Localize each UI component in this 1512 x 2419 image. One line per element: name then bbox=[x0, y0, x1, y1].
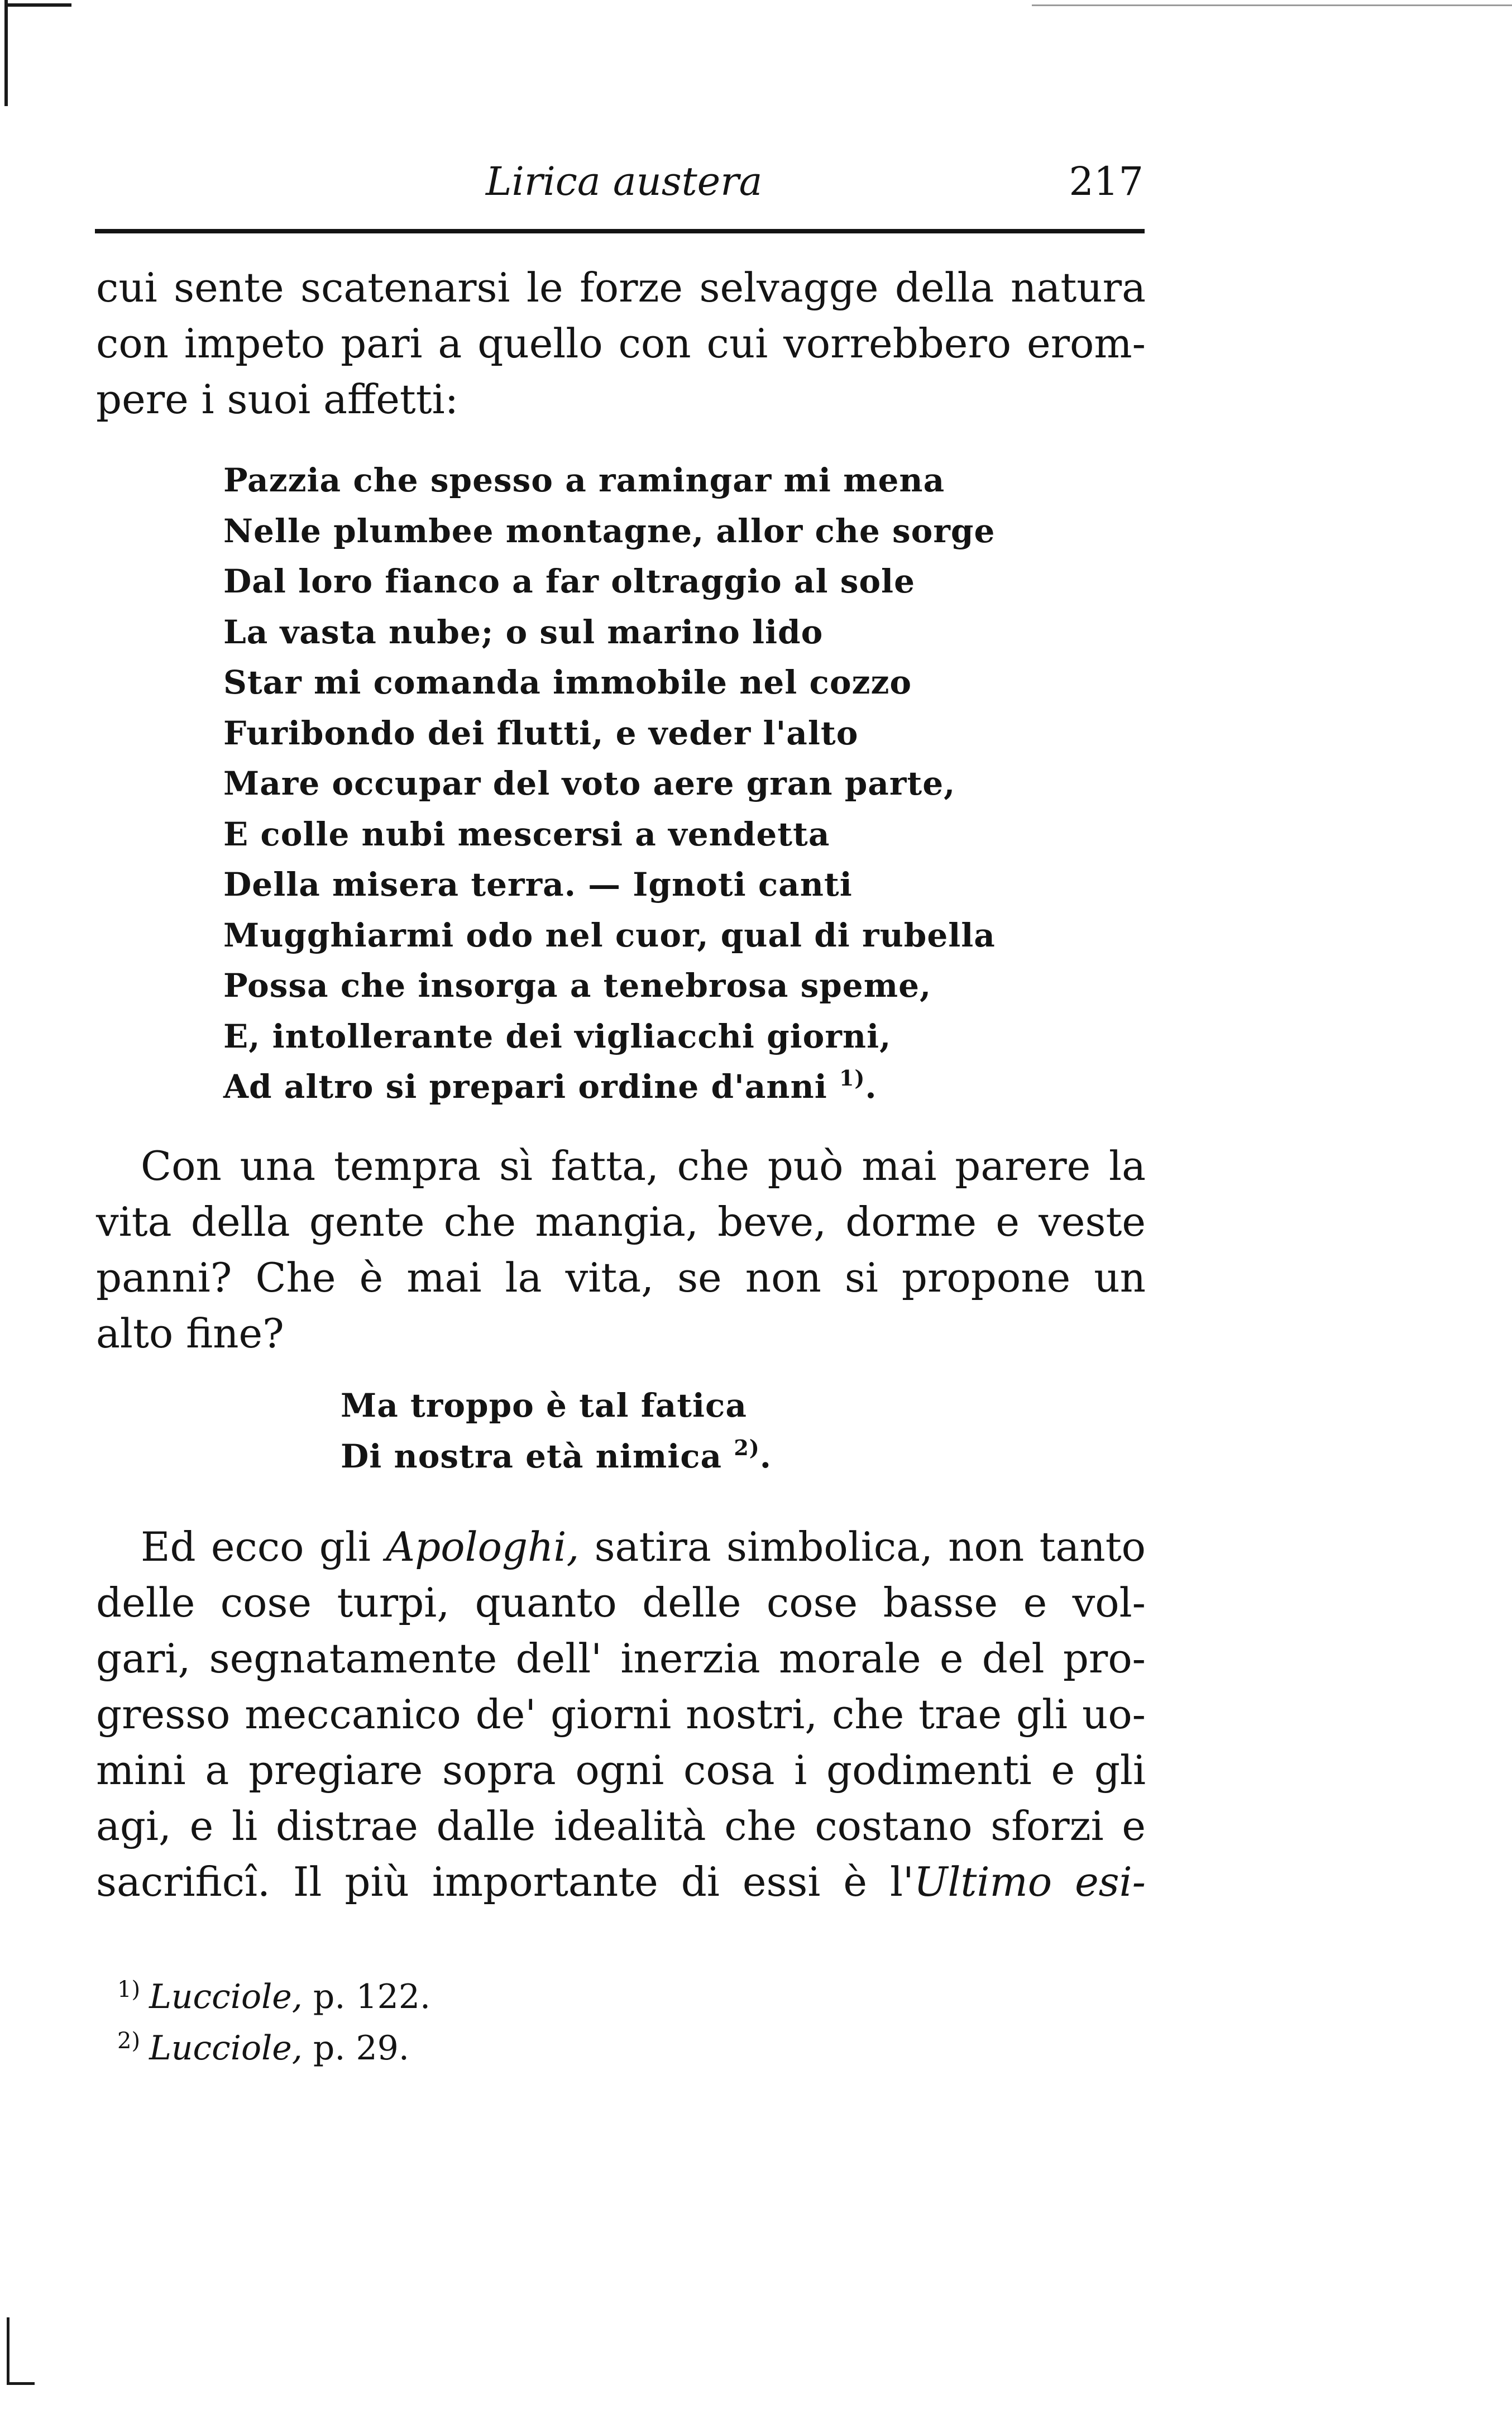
scan-edge-mark bbox=[1032, 4, 1512, 6]
verse-line-text: Di nostra età nimica bbox=[341, 1437, 722, 1475]
running-head bbox=[0, 151, 1512, 218]
verse-line: Nelle plumbee montagne, allor che sorge bbox=[223, 511, 996, 550]
text-line bbox=[96, 1519, 1146, 1575]
verse-line: Mare occupar del voto aere gran parte, bbox=[223, 764, 956, 802]
text-line: pere i suoi affetti: bbox=[96, 376, 458, 423]
verse-line: Furibondo dei flutti, e veder l'alto bbox=[223, 714, 859, 752]
text-line: con impeto pari a quello con cui vorrebbero erom- bbox=[96, 320, 1146, 367]
footnote-work: Lucciole, bbox=[149, 2029, 303, 2068]
text-line: panni? Che è mai la vita, se non si propone un bbox=[96, 1254, 1146, 1301]
verse-line-end: . bbox=[759, 1437, 772, 1475]
footnote bbox=[117, 2023, 430, 2074]
text-line: delle cose turpi, quanto delle cose basse e vol- bbox=[96, 1579, 1146, 1626]
text-line: gresso meccanico de' giorni nostri, che trae gli uo- bbox=[96, 1691, 1146, 1738]
verse-line bbox=[341, 1431, 772, 1482]
verse-line: La vasta nube; o sul marino lido bbox=[223, 613, 824, 651]
running-title: Lirica austera bbox=[486, 159, 763, 204]
text-line: agi, e li distrae dalle idealità che costano sforzi e bbox=[96, 1803, 1146, 1849]
scan-edge-mark bbox=[4, 3, 71, 7]
verse-line-end: . bbox=[865, 1068, 877, 1106]
verse-line: Ma troppo è tal fatica bbox=[341, 1387, 747, 1424]
scan-edge-mark bbox=[7, 2382, 35, 2385]
text-line: gari, segnatamente dell' inerzia morale e del pro- bbox=[96, 1635, 1146, 1682]
text-run: satira simbolica, non tanto bbox=[579, 1523, 1146, 1570]
footnote-ref: 1) bbox=[839, 1065, 865, 1091]
verse-line: Possa che insorga a tenebrosa speme, bbox=[223, 967, 932, 1005]
text-line bbox=[96, 1854, 1146, 1910]
verse-line: Pazzia che spesso a ramingar mi mena bbox=[223, 461, 945, 499]
verse-quote-1 bbox=[223, 455, 996, 1112]
paragraph-1 bbox=[96, 260, 1146, 427]
verse-line: E colle nubi mescersi a vendetta bbox=[223, 815, 830, 853]
page-number: 217 bbox=[1069, 159, 1143, 204]
text-line: vita della gente che mangia, beve, dorme e veste bbox=[96, 1198, 1146, 1245]
text-line: mini a pregiare sopra ogni cosa i godimenti e gli bbox=[96, 1747, 1146, 1794]
paragraph-3 bbox=[96, 1519, 1146, 1910]
verse-line: Dal loro fianco a far oltraggio al sole bbox=[223, 562, 915, 600]
verse-line bbox=[223, 1062, 996, 1112]
verse-line: Star mi comanda immobile nel cozzo bbox=[223, 663, 912, 701]
header-rule bbox=[95, 229, 1145, 233]
work-title: Apologhi, bbox=[386, 1523, 580, 1570]
verse-line: Della misera terra. — Ignoti canti bbox=[223, 866, 853, 903]
footnotes bbox=[117, 1971, 430, 2074]
text-run: Ed ecco gli bbox=[141, 1523, 386, 1570]
verse-line: Mugghiarmi odo nel cuor, qual di rubella bbox=[223, 916, 996, 954]
paragraph-2 bbox=[96, 1138, 1146, 1361]
footnote-ref-text: p. 29. bbox=[302, 2029, 409, 2068]
footnote-marker: 2) bbox=[117, 2028, 141, 2054]
verse-line-text: Ad altro si prepari ordine d'anni bbox=[223, 1068, 827, 1106]
scan-edge-mark bbox=[7, 2317, 9, 2384]
footnote bbox=[117, 1971, 430, 2023]
footnote-ref-text: p. 122. bbox=[302, 1977, 431, 2016]
text-line: alto fine? bbox=[96, 1310, 284, 1357]
text-run: sacrificî. Il più importante di essi è l' bbox=[96, 1858, 914, 1905]
scan-edge-mark bbox=[4, 0, 8, 106]
text-line: cui sente scatenarsi le forze selvagge della natura bbox=[96, 264, 1146, 311]
work-title: Ultimo esi- bbox=[913, 1858, 1146, 1905]
footnote-work: Lucciole, bbox=[149, 1977, 303, 2016]
verse-line: E, intollerante dei vigliacchi giorni, bbox=[223, 1017, 892, 1055]
footnote-ref: 2) bbox=[734, 1435, 760, 1460]
text-line: Con una tempra sì fatta, che può mai parere la bbox=[141, 1142, 1146, 1189]
footnote-marker: 1) bbox=[117, 1977, 141, 2002]
verse-quote-2 bbox=[341, 1380, 772, 1481]
